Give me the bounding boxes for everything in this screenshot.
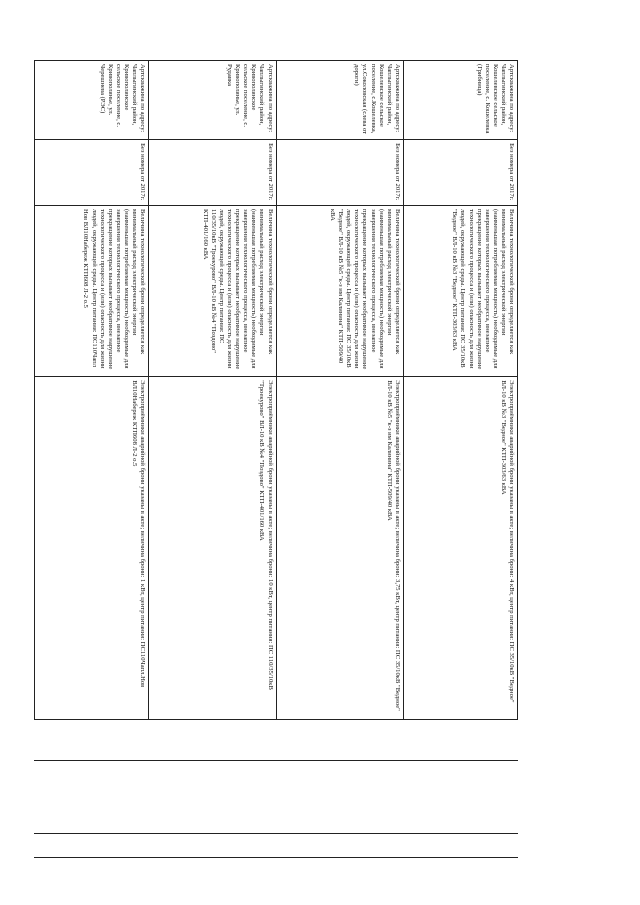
- location-cell: Артскважина по адресу: Чаплыгинский район, Кошелевское сельское поселение, с. Кошелевка (Грибница): [403, 61, 517, 140]
- tech-reserve-cell: Величина технологической брони определяется как минимальный расход электрической энергии (наименьшая потребляемая мощность) необходимые для завершения технологического процесса, внезапное прекращение которых вызывает необратимое нарушение технологического процесса и (или) опасность для жизни людей, окружающей среды. Центр питания: ПС110Чапл Нов ВЛ10Набереж КТП608 Л-2 о.5: [35, 205, 149, 376]
- table-row: [276, 61, 403, 720]
- act-cell: Без номера от 2017г.: [276, 140, 403, 206]
- tech-reserve-cell: Величина технологической брони определяется как минимальный расход электрической энергии (наименьшая потребляемая мощность) необходимые для завершения технологического процесса, внезапное прекращение которых вызывает необратимое нарушение технологического процесса и (или) опасность для жизни людей, окружающей среды. Центр питания: ПС 35/10кВ "Ведное" ВЛ-10 кВ №5 "к-з им Калинина" КТП-509/40 кВА: [276, 205, 403, 376]
- reservation-table: [34, 60, 518, 720]
- table-row: [35, 61, 149, 720]
- location-cell: Артскважина по адресу: Чаплыгинский район, Кривополянское сельское поселение, с. Кривополянье, ул. Рудавка: [149, 61, 276, 140]
- location-cell: Артскважина по адресу: Чаплыгинский район, Кривополянское сельское поселение, с. Кривополянье, ул. Черешнева (РЭС): [35, 61, 149, 140]
- page-rule-1: [34, 760, 518, 761]
- tech-reserve-cell: Величина технологической брони определяется как минимальный расход электрической энергии (наименьшая потребляемая мощность) необходимые для завершения технологического процесса, внезапное прекращение которых вызывает необратимое нарушение технологического процесса и (или) опасность для жизни людей, окружающей среды. Центр питания: ПС 35/10кВ "Ведное" ВЛ-10 кВ №3 "Ведное" КТП-303/63 кВА: [403, 205, 517, 376]
- table-row: [149, 61, 276, 720]
- emergency-reserve-cell: Электроприёмники аварийной брони указаны в акте; величина брони: 1 кВт, центр питания: ПС110Чапл.Нов ВЛ10Набереж КТП608 Л-2 о.5: [35, 377, 149, 720]
- act-cell: Без номера от 2017г.: [403, 140, 517, 206]
- page-rule-3: [34, 857, 518, 858]
- table-row: [403, 61, 517, 720]
- rotated-table-sheet: [34, 60, 518, 720]
- location-cell: Артскважина по адресу: Чаплыгинский район, Кошелевское сельское поселение, с.Кошелевка, ул.Соколовская (слева от дороги): [276, 61, 403, 140]
- act-cell: Без номера от 2017г.: [35, 140, 149, 206]
- emergency-reserve-cell: Электроприёмники аварийной брони указаны в акте; величина брони: 4 кВт, центр питания: ПС 35/10кВ "Ведное" ВЛ-10 кВ №3 "Ведное" КТП-303/63 кВА: [403, 377, 517, 720]
- emergency-reserve-cell: Электроприёмники аварийной брони указаны в акте; величина брони: 3,75 кВт, центр питания: ПС 35/10кВ "Ведное" ВЛ-10 кВ №5 "к-з им Калинина" КТП-509/40 кВА: [276, 377, 403, 720]
- tech-reserve-cell: Величина технологической брони определяется как минимальный расход электрической энергии (наименьшая потребляемая мощность) необходимые для завершения технологического процесса, внезапное прекращение которых вызывает необратимое нарушение технологического процесса и (или) опасность для жизни людей, окружающей среды. Центр питания: ПС 110/35/10кВ "Троекурово" ВЛ-10 кВ №4 "Поздово" КТП-401/160 кВА: [149, 205, 276, 376]
- act-cell: Без номера от 2017г.: [149, 140, 276, 206]
- rotated-table-wrapper: [34, 60, 518, 720]
- page-rule-2: [34, 833, 518, 834]
- emergency-reserve-cell: Электроприёмники аварийной брони указаны в акте; величина брони: 10 кВт, центр питания: ПС 110/35/10кВ "Троекурово" ВЛ-10 кВ №4 "Поздово" КТП-401/160 кВА: [149, 377, 276, 720]
